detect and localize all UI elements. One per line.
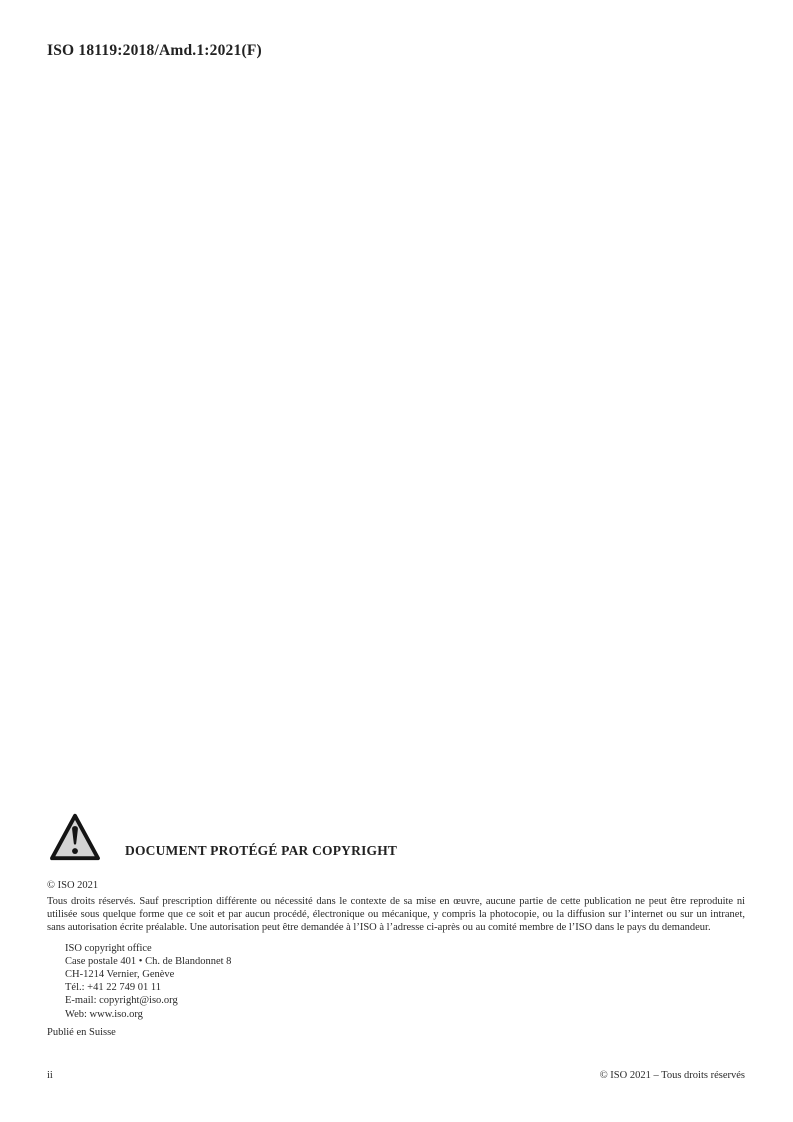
address-line-city: CH-1214 Vernier, Genève: [65, 969, 175, 981]
iso-address-block: [65, 942, 745, 1021]
warning-triangle-icon: [49, 812, 101, 862]
address-line-web: Web: www.iso.org: [65, 1008, 143, 1020]
page-footer: [47, 1070, 745, 1081]
copyright-section: [47, 812, 745, 1039]
document-reference-header: ISO 18119:2018/Amd.1:2021(F): [47, 42, 262, 59]
published-in-line: Publié en Suisse: [47, 1026, 116, 1038]
copyright-banner: [47, 812, 745, 862]
address-line-phone: Tél.: +41 22 749 01 11: [65, 982, 161, 994]
address-line-office: ISO copyright office: [65, 942, 152, 954]
copyright-notice: © ISO 2021: [47, 880, 99, 891]
copyright-body-text: Tous droits réservés. Sauf prescription différente ou nécessité dans le contexte de sa mise en œuvre, aucune partie de cette publication ne peut être reproduite ni utilisée sous quelque forme que ce soit et par aucun procédé, électronique ou mécanique, y compris la photocopie, ou la diffusion sur l’internet ou sur un intranet, sans autorisation écrite préalable. Une autorisation peut être demandée à l’ISO à l’adresse ci-après ou au comité membre de l’ISO dans le pays du demandeur.: [47, 896, 745, 934]
copyright-heading: DOCUMENT PROTÉGÉ PAR COPYRIGHT: [125, 843, 398, 858]
page-number: ii: [47, 1070, 53, 1081]
footer-copyright-line: © ISO 2021 – Tous droits réservés: [599, 1070, 745, 1081]
address-line-postal: Case postale 401 • Ch. de Blandonnet 8: [65, 955, 232, 967]
address-line-email: E-mail: copyright@iso.org: [65, 995, 178, 1007]
